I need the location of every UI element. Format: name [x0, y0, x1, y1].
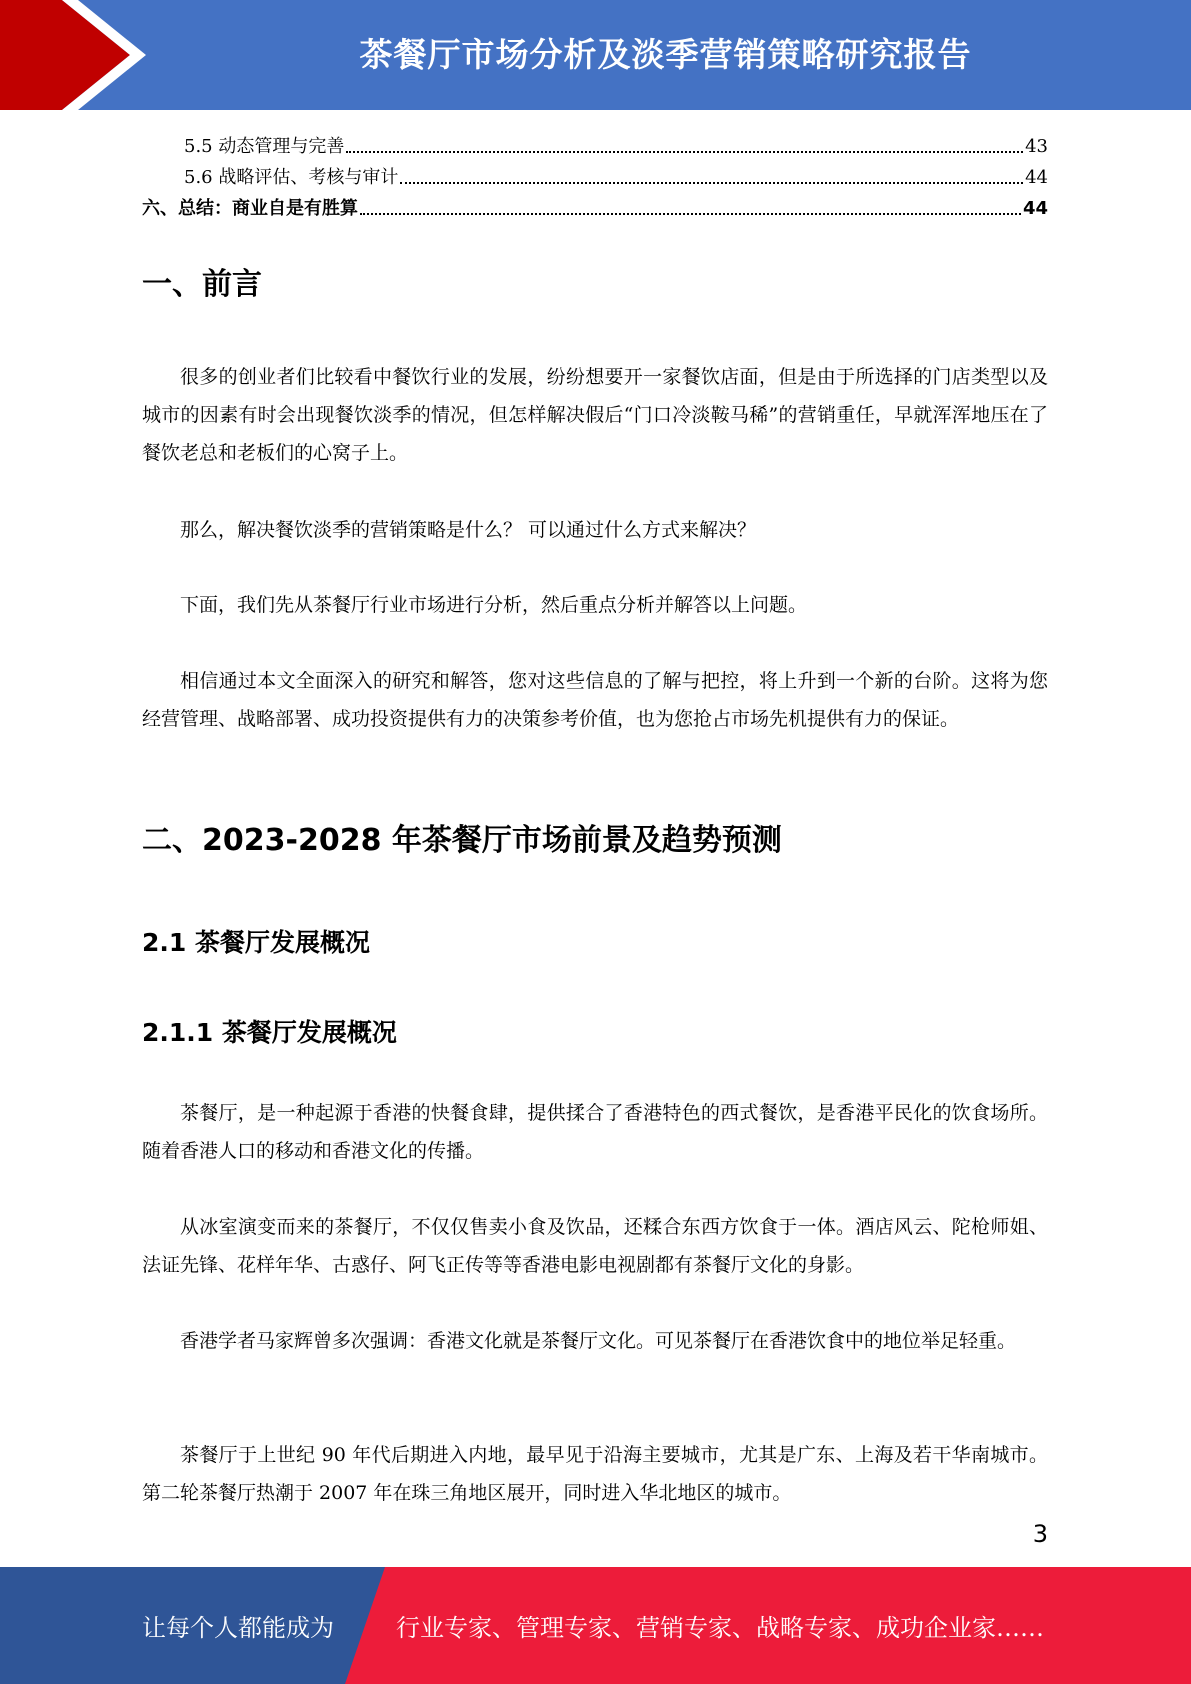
toc-entry[interactable] — [142, 159, 1048, 189]
paragraph: 茶餐厅，是一种起源于香港的快餐食肆，提供揉合了香港特色的西式餐饮，是香港平民化的饮食场所。随着香港人口的移动和香港文化的传播。 — [142, 1102, 1048, 1162]
section-heading-market-outlook: 二、2023-2028 年茶餐厅市场前景及趋势预测 — [142, 823, 782, 858]
toc-entry-page: 43 — [1025, 136, 1048, 157]
paragraph: 相信通过本文全面深入的研究和解答，您对这些信息的了解与把控，将上升到一个新的台阶。这将为您经营管理、战略部署、成功投资提供有力的决策参考价值，也为您抢占市场先机提供有力的保证。 — [142, 670, 1048, 730]
toc-leader-dots — [346, 150, 1023, 153]
section-heading-preface: 一、前言 — [142, 267, 262, 302]
page-number: 3 — [1032, 1520, 1048, 1548]
toc-leader-dots — [360, 212, 1021, 215]
toc-entry-label: 5.6 战略评估、考核与审计 — [184, 167, 399, 188]
paragraph: 从冰室演变而来的茶餐厅，不仅仅售卖小食及饮品，还糅合东西方饮食于一体。酒店风云、陀枪师姐、法证先锋、花样年华、古惑仔、阿飞正传等等香港电影电视剧都有茶餐厅文化的身影。 — [142, 1216, 1048, 1276]
header-chevron-decoration — [0, 0, 160, 110]
toc-leader-dots — [400, 181, 1023, 184]
toc-entry-label: 5.5 动态管理与完善 — [184, 136, 345, 157]
subsubsection-heading: 2.1.1 茶餐厅发展概况 — [142, 1018, 397, 1047]
page-header — [0, 0, 1191, 110]
toc-entry-page: 44 — [1025, 167, 1048, 188]
toc-entry[interactable] — [142, 190, 1048, 220]
paragraph: 下面，我们先从茶餐厅行业市场进行分析，然后重点分析并解答以上问题。 — [180, 594, 808, 616]
footer-slogan-left: 让每个人都能成为 — [142, 1614, 334, 1642]
paragraph: 很多的创业者们比较看中餐饮行业的发展，纷纷想要开一家餐饮店面，但是由于所选择的门店类型以及城市的因素有时会出现餐饮淡季的情况，但怎样解决假后“门口冷淡鞍马稀”的营销重任，早就浑浑地压在了餐饮老总和老板们的心窝子上。 — [142, 366, 1048, 464]
page-footer — [0, 1567, 1191, 1684]
paragraph: 那么，解决餐饮淡季的营销策略是什么？ 可以通过什么方式来解决？ — [180, 519, 757, 541]
toc-entry-label: 六、总结：商业自是有胜算 — [142, 198, 358, 219]
toc-entry[interactable] — [142, 128, 1048, 158]
paragraph: 香港学者马家辉曾多次强调：香港文化就是茶餐厅文化。可见茶餐厅在香港饮食中的地位举足轻重。 — [180, 1330, 1017, 1352]
paragraph: 茶餐厅于上世纪 90 年代后期进入内地，最早见于沿海主要城市，尤其是广东、上海及若干华南城市。第二轮茶餐厅热潮于 2007 年在珠三角地区展开，同时进入华北地区的城市。 — [142, 1444, 1048, 1504]
footer-slogan-right: 行业专家、管理专家、营销专家、战略专家、成功企业家…… — [396, 1614, 1044, 1642]
document-title: 茶餐厅市场分析及淡季营销策略研究报告 — [359, 34, 972, 74]
subsection-heading: 2.1 茶餐厅发展概况 — [142, 928, 370, 957]
toc-entry-page: 44 — [1022, 198, 1048, 219]
